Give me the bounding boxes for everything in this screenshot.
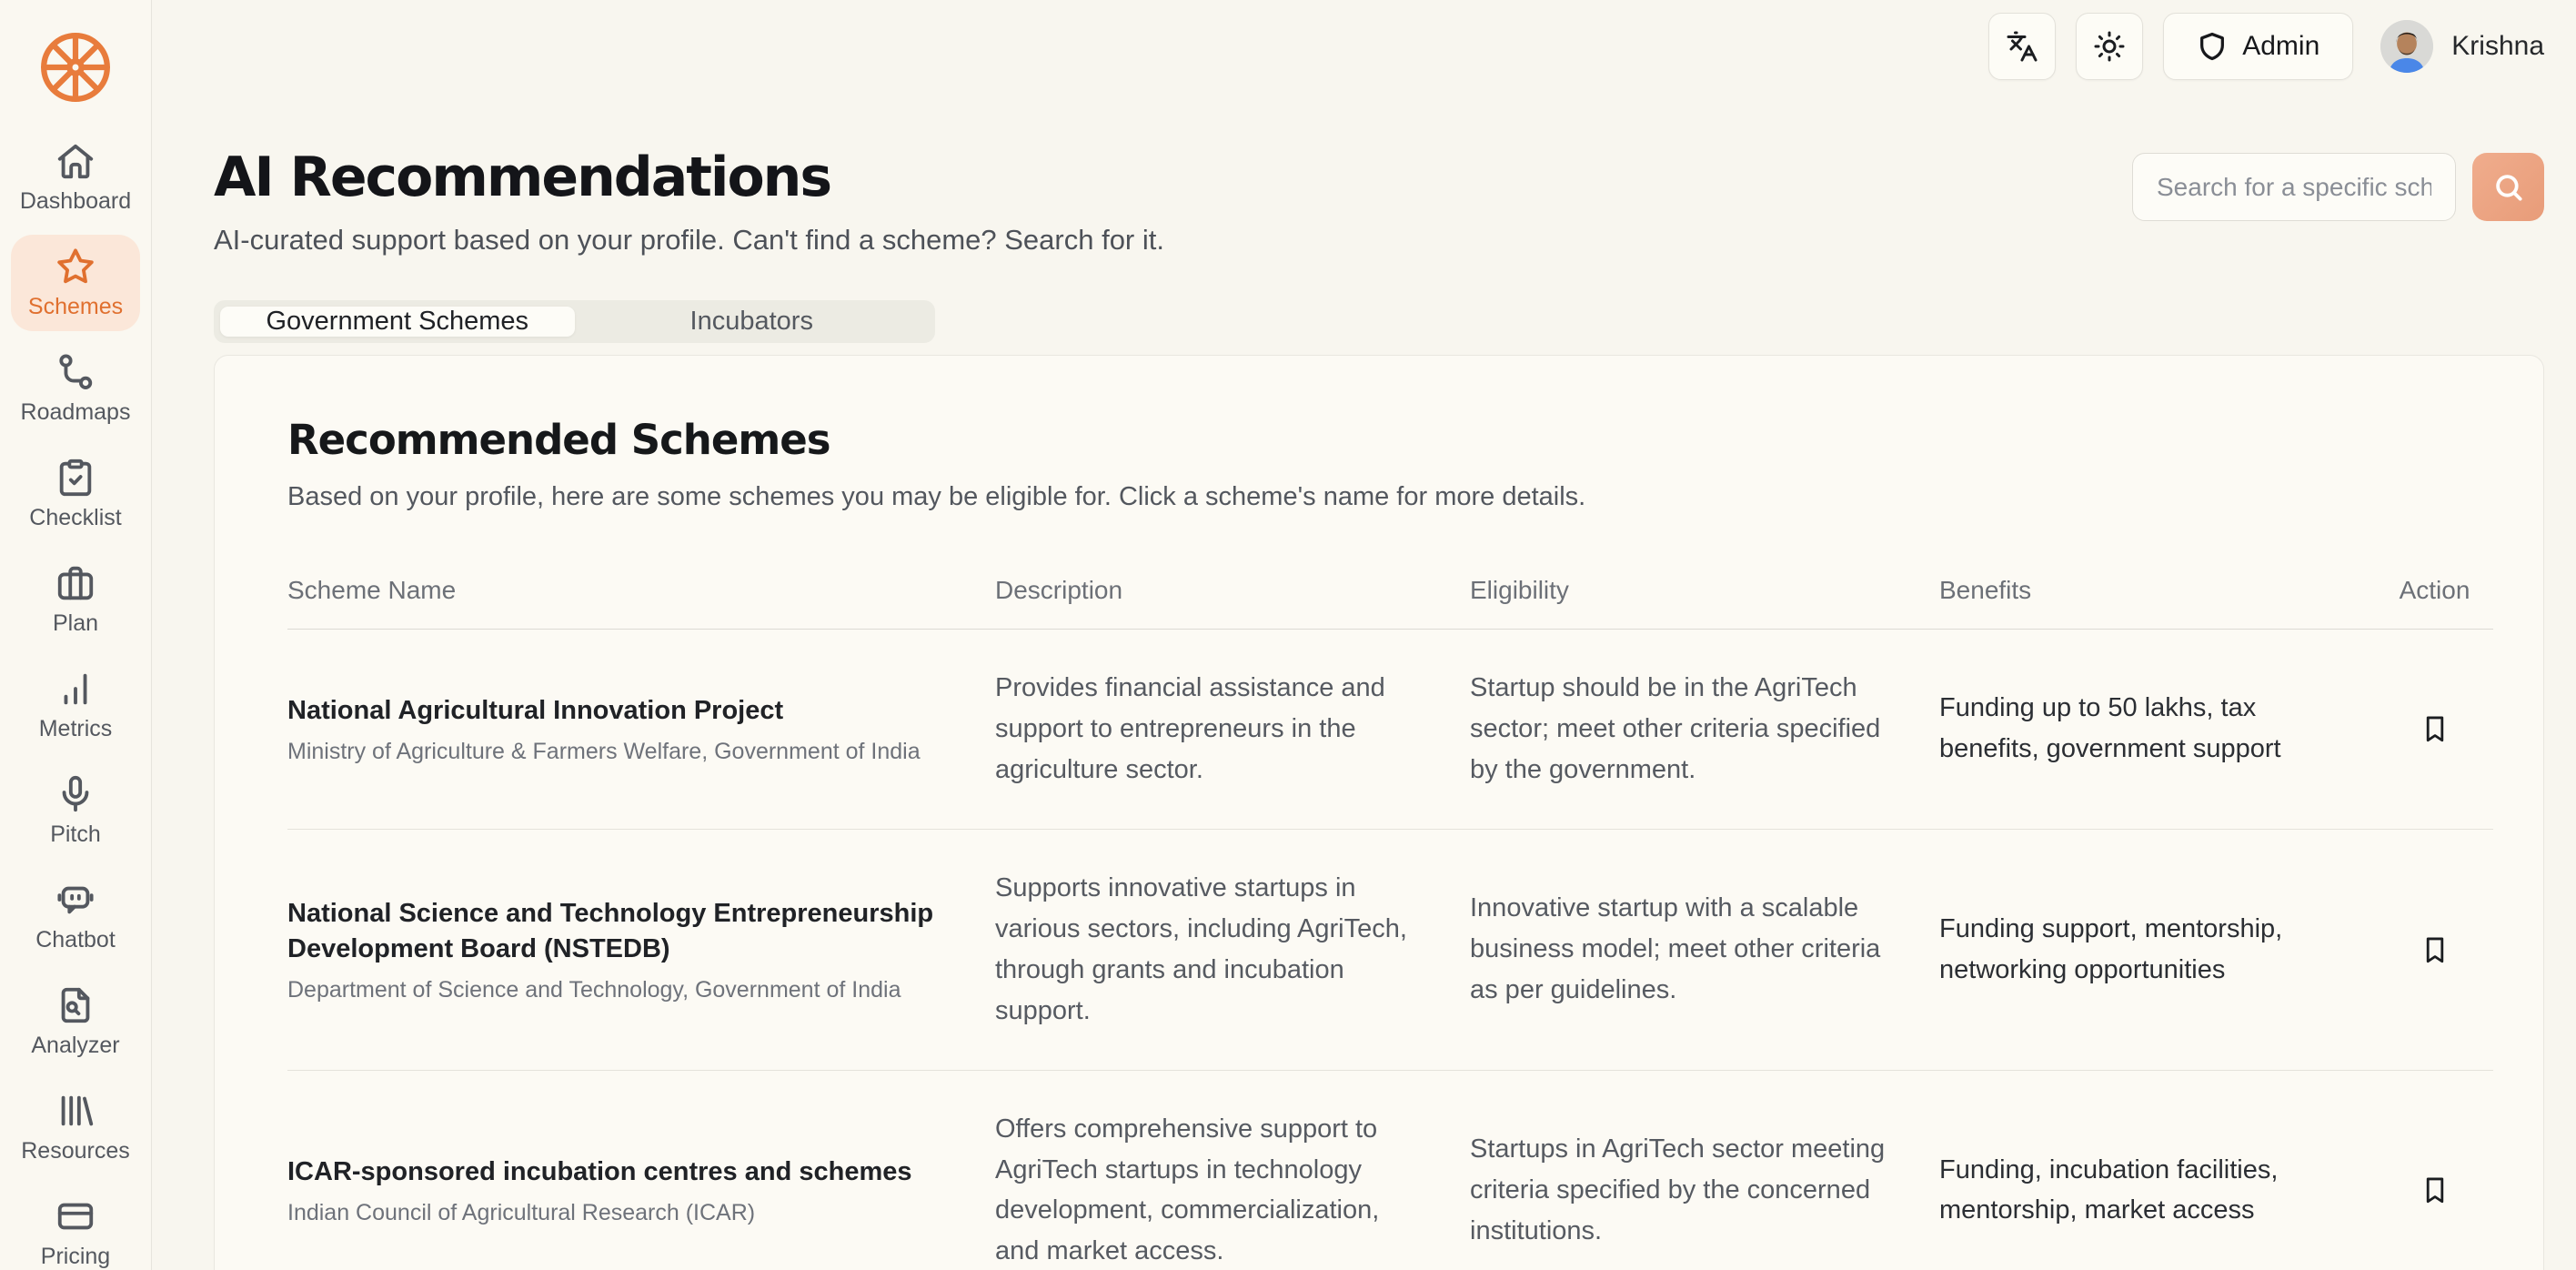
scheme-org: Ministry of Agriculture & Farmers Welfare, Government of India: [287, 738, 921, 764]
page-title: AI Recommendations: [214, 146, 831, 209]
table-row: [287, 630, 2493, 830]
sidebar-item-dashboard[interactable]: [11, 129, 140, 226]
table-header-row: [287, 559, 2493, 630]
microphone-icon: [55, 773, 96, 815]
user-menu[interactable]: [2380, 20, 2544, 73]
username: Krishna: [2451, 31, 2544, 61]
credit-card-icon: [55, 1195, 96, 1237]
scheme-eligibility: Startup should be in the AgriTech sector; meet other criteria specified by the government.: [1470, 673, 1881, 784]
tab-government-schemes[interactable]: Government Schemes: [220, 307, 575, 337]
sidebar-item-label: Chatbot: [35, 927, 116, 952]
scheme-description: Offers comprehensive support to AgriTech startups in technology development, commercialization, and market access.: [995, 1114, 1380, 1266]
scheme-name-link[interactable]: ICAR-sponsored incubation centres and schemes: [287, 1156, 912, 1186]
sidebar-item-label: Resources: [21, 1138, 130, 1164]
sidebar-item-label: Plan: [52, 610, 99, 636]
column-header-description: Description: [995, 576, 1123, 604]
sidebar-item-label: Metrics: [38, 716, 113, 741]
bookmark-icon[interactable]: [2420, 931, 2450, 969]
app-logo-wheel-icon[interactable]: [32, 27, 119, 107]
table-row: [287, 830, 2493, 1071]
avatar: [2380, 20, 2433, 73]
bot-icon: [55, 879, 96, 921]
main-content: [152, 0, 2576, 1270]
search-input[interactable]: [2132, 153, 2456, 221]
sidebar-item-schemes[interactable]: [11, 235, 140, 331]
sidebar-item-label: Dashboard: [19, 188, 132, 214]
recommended-schemes-card: [214, 355, 2544, 1270]
sidebar-item-roadmaps[interactable]: [11, 340, 140, 437]
sidebar-item-label: Pricing: [40, 1244, 111, 1269]
admin-button-label: Admin: [2242, 31, 2320, 61]
scheme-search: [2132, 153, 2544, 221]
scheme-description: Supports innovative startups in various sectors, including AgriTech, through grants and incubation support.: [995, 872, 1407, 1025]
scheme-org: Department of Science and Technology, Government of India: [287, 976, 901, 1003]
theme-toggle-button[interactable]: [2076, 13, 2143, 80]
sidebar-item-label: Pitch: [50, 821, 101, 847]
search-icon: [2491, 170, 2526, 205]
scheme-eligibility: Startups in AgriTech sector meeting criteria specified by the concerned institutions.: [1470, 1134, 1886, 1245]
sidebar-item-pricing[interactable]: [11, 1184, 140, 1270]
column-header-action: Action: [2399, 576, 2470, 604]
scheme-description: Provides financial assistance and support to entrepreneurs in the agriculture sector.: [995, 673, 1385, 784]
page-header: [214, 146, 2544, 257]
clipboard-check-icon: [55, 457, 96, 499]
scheme-benefits: Funding up to 50 lakhs, tax benefits, government support: [1939, 693, 2281, 764]
sidebar-item-plan[interactable]: [11, 551, 140, 648]
sidebar-item-metrics[interactable]: [11, 657, 140, 753]
sidebar-item-analyzer[interactable]: [11, 973, 140, 1070]
table-row: [287, 1071, 2493, 1270]
language-button[interactable]: [1988, 13, 2056, 80]
sidebar-item-checklist[interactable]: [11, 446, 140, 542]
scheme-name-link[interactable]: National Agricultural Innovation Project: [287, 695, 784, 725]
tab-list: [214, 300, 935, 343]
sidebar-item-pitch[interactable]: [11, 762, 140, 859]
sidebar-item-label: Analyzer: [31, 1033, 120, 1058]
star-icon: [55, 246, 96, 287]
languages-icon: [2006, 30, 2038, 63]
search-button[interactable]: [2472, 153, 2544, 221]
file-search-icon: [55, 984, 96, 1026]
home-icon: [55, 140, 96, 182]
bookmark-icon[interactable]: [2420, 1171, 2450, 1209]
column-header-scheme-name: Scheme Name: [287, 576, 457, 604]
scheme-org: Indian Council of Agricultural Research (ICAR): [287, 1200, 756, 1225]
column-header-benefits: Benefits: [1939, 576, 2032, 604]
column-header-eligibility: Eligibility: [1470, 576, 1569, 604]
route-icon: [55, 351, 96, 393]
shield-icon: [2197, 31, 2228, 62]
briefcase-icon: [55, 562, 96, 604]
page-subtitle: AI-curated support based on your profile. Can't find a scheme? Search for it.: [214, 224, 1164, 256]
sidebar-item-chatbot[interactable]: [11, 868, 140, 964]
bar-chart-icon: [55, 668, 96, 710]
library-icon: [55, 1090, 96, 1132]
scheme-benefits: Funding support, mentorship, networking opportunities: [1939, 913, 2283, 984]
scheme-benefits: Funding, incubation facilities, mentorship, market access: [1939, 1154, 2279, 1225]
topbar: [214, 13, 2544, 80]
sidebar-item-label: Schemes: [27, 294, 124, 319]
scheme-name-link[interactable]: National Science and Technology Entrepreneurship Development Board (NSTEDB): [287, 898, 934, 963]
admin-button[interactable]: [2163, 13, 2353, 80]
schemes-table: [287, 559, 2493, 1270]
scheme-eligibility: Innovative startup with a scalable business model; meet other criteria as per guidelines.: [1470, 893, 1881, 1005]
sidebar-item-label: Roadmaps: [20, 399, 131, 425]
sidebar: [0, 0, 152, 1270]
sun-icon: [2093, 30, 2126, 63]
sidebar-item-label: Checklist: [29, 505, 122, 530]
tab-incubators[interactable]: Incubators: [689, 307, 813, 336]
card-subtitle: Based on your profile, here are some schemes you may be eligible for. Click a scheme's name for more details.: [287, 482, 1586, 511]
sidebar-nav: [0, 140, 151, 1270]
card-title: Recommended Schemes: [287, 416, 830, 464]
sidebar-item-resources[interactable]: [11, 1079, 140, 1175]
bookmark-icon[interactable]: [2420, 710, 2450, 748]
